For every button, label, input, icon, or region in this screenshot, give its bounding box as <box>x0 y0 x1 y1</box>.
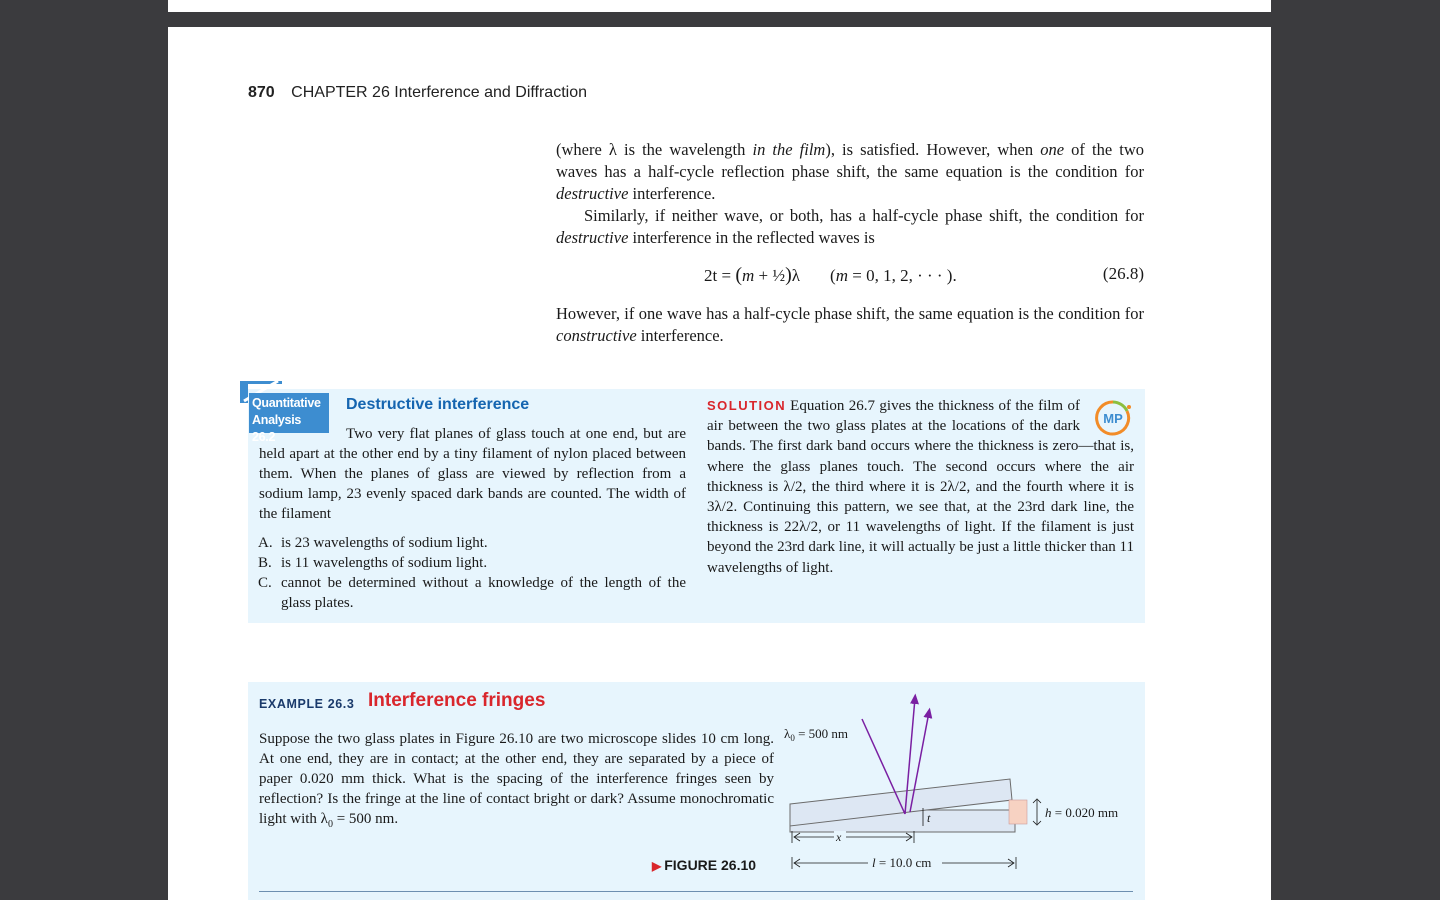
paper-spacer <box>1009 800 1027 824</box>
x-label: x <box>836 830 842 844</box>
qa-option-a: A. is 23 wavelengths of sodium light. <box>258 535 488 551</box>
qa-title: Destructive interference <box>346 396 530 413</box>
qa-options <box>258 533 686 613</box>
h-label: h = 0.020 mm <box>1045 805 1119 820</box>
qa-option-c: C. cannot be determined without a knowledge of the length of the glass plates. <box>258 575 686 611</box>
qa-badge: Quantitative Analysis 26.2 <box>249 393 329 433</box>
example-label: EXAMPLE 26.3 <box>259 697 355 711</box>
lambda-label: $\lambda_0 = 500$ nm <box>784 726 849 743</box>
solution-label: SOLUTION <box>707 398 787 413</box>
chapter-title: CHAPTER 26 Interference and Diffraction <box>291 84 587 101</box>
l-label: l = 10.0 cm <box>872 855 932 870</box>
running-header <box>248 84 587 102</box>
mp-label: MP <box>1103 411 1123 426</box>
solution-text: Equation 26.7 gives the thickness of the film of air between the two glass plates at the locations of the dark bands. The first dark band occurs where the thickness is zero—that is, where the glass planes touch. The second occurs where the air thickness is λ/2, the third where it is 2λ/2, and the fourth where it is 3λ/2. Continuing this pattern, we see that, at the 23rd dark line, the thickness is 22λ/2, or 11 wavelengths of light. If the filament is just beyond the 23rd dark line, it will actually be just a little thicker than 11 wavelengths of light. <box>707 398 1134 576</box>
t-label: t <box>927 811 931 825</box>
body-paragraph-1: (where λ is the wavelength in the film), is satisfied. However, when one of the two waves has a half-cycle reflection phase shift, the same equation is the condition for destructive interference. <box>556 140 1144 203</box>
body-paragraph-2: Similarly, if neither wave, or both, has a half-cycle phase shift, the condition for destructive interference in the reflected waves is <box>556 206 1144 247</box>
figure-26-10-diagram <box>776 686 1141 876</box>
mastering-physics-icon <box>1093 399 1133 437</box>
equation-number: (26.8) <box>1102 264 1144 283</box>
example-text: Suppose the two glass plates in Figure 26.10 are two microscope slides 10 cm long. At one end, they are in contact; at the other end, they are separated by a piece of paper 0.020 mm thick. What is the spacing of the interference fringes seen by reflection? Is the fringe at the line of contact bright or dark? Assume monochromatic light with $\lambda_0 = 500$ nm. <box>259 731 774 830</box>
example-divider <box>259 891 1133 892</box>
qa-solution <box>707 396 1134 578</box>
qa-question: Two very flat planes of glass touch at one end, but are held apart at the other end by a tiny filament of nylon placed between them. When the planes of glass are viewed by reflection from a sodium lamp, 23 evenly spaced dark bands are counted. The width of the filament <box>259 426 686 522</box>
example-title: Interference fringes <box>368 690 546 711</box>
qa-option-b: B. is 11 wavelengths of sodium light. <box>258 555 488 571</box>
figure-label: ▶ FIGURE 26.10 <box>652 857 757 873</box>
page-number: 870 <box>248 84 275 101</box>
body-paragraph-3: However, if one wave has a half-cycle phase shift, the same equation is the condition for constructive interference. <box>556 304 1144 345</box>
equation-26-8 <box>556 264 1144 288</box>
equation-expression: 2t = (m + ½)λ (m = 0, 1, 2, · · · ). <box>704 264 957 286</box>
